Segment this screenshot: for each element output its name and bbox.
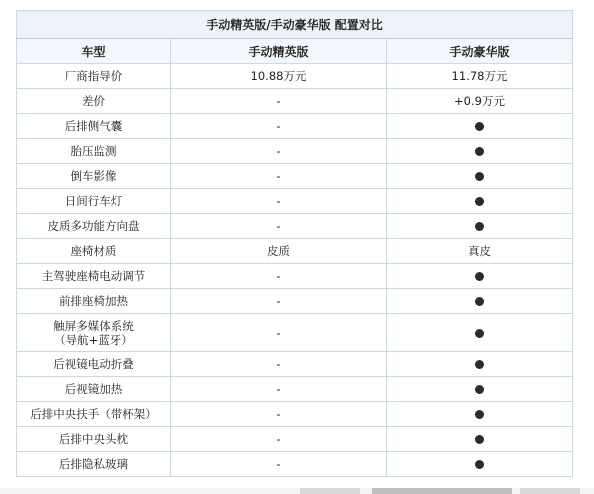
- table-row: [17, 214, 573, 239]
- elite-value-cell: -: [171, 352, 387, 377]
- luxury-value-cell: [387, 377, 573, 402]
- table-title: 手动精英版/手动豪华版 配置对比: [17, 11, 573, 39]
- elite-value-cell: 皮质: [171, 239, 387, 264]
- table-row: [17, 427, 573, 452]
- feature-cell: 倒车影像: [17, 164, 171, 189]
- elite-value-cell: -: [171, 89, 387, 114]
- elite-value-cell: -: [171, 402, 387, 427]
- luxury-value-cell: [387, 164, 573, 189]
- elite-value-cell: -: [171, 427, 387, 452]
- feature-cell: 日间行车灯: [17, 189, 171, 214]
- table-row: [17, 452, 573, 477]
- standard-equipment-dot-icon: [475, 222, 484, 231]
- luxury-value-cell: [387, 427, 573, 452]
- standard-equipment-dot-icon: [475, 147, 484, 156]
- elite-value-cell: -: [171, 314, 387, 352]
- header-luxury: 手动豪华版: [387, 39, 573, 64]
- header-elite: 手动精英版: [171, 39, 387, 64]
- luxury-value-cell: [387, 264, 573, 289]
- standard-equipment-dot-icon: [475, 197, 484, 206]
- elite-value-cell: -: [171, 139, 387, 164]
- feature-cell: 后排中央扶手（带杯架）: [17, 402, 171, 427]
- elite-value-cell: -: [171, 264, 387, 289]
- feature-cell: 后排隐私玻璃: [17, 452, 171, 477]
- luxury-value-cell: [387, 214, 573, 239]
- luxury-value-cell: [387, 289, 573, 314]
- feature-cell: 胎压监测: [17, 139, 171, 164]
- luxury-value-cell: 真皮: [387, 239, 573, 264]
- luxury-value-cell: [387, 114, 573, 139]
- standard-equipment-dot-icon: [475, 360, 484, 369]
- table-row: [17, 64, 573, 89]
- elite-value-cell: -: [171, 214, 387, 239]
- elite-value-cell: -: [171, 114, 387, 139]
- elite-value-cell: -: [171, 164, 387, 189]
- luxury-value-cell: [387, 352, 573, 377]
- standard-equipment-dot-icon: [475, 297, 484, 306]
- feature-cell: 差价: [17, 89, 171, 114]
- elite-value-cell: 10.88万元: [171, 64, 387, 89]
- feature-cell: 后视镜加热: [17, 377, 171, 402]
- feature-cell: 主驾驶座椅电动调节: [17, 264, 171, 289]
- elite-value-cell: -: [171, 289, 387, 314]
- luxury-value-cell: [387, 139, 573, 164]
- table-row: [17, 114, 573, 139]
- table-row: [17, 239, 573, 264]
- table-row: [17, 264, 573, 289]
- feature-cell: 前排座椅加热: [17, 289, 171, 314]
- table-row: [17, 402, 573, 427]
- elite-value-cell: -: [171, 452, 387, 477]
- standard-equipment-dot-icon: [475, 385, 484, 394]
- luxury-value-cell: +0.9万元: [387, 89, 573, 114]
- table-header-row: [17, 39, 573, 64]
- feature-cell: 后视镜电动折叠: [17, 352, 171, 377]
- table-row: [17, 164, 573, 189]
- table-row: [17, 314, 573, 352]
- feature-cell: 座椅材质: [17, 239, 171, 264]
- elite-value-cell: -: [171, 377, 387, 402]
- standard-equipment-dot-icon: [475, 122, 484, 131]
- elite-value-cell: -: [171, 189, 387, 214]
- luxury-value-cell: [387, 314, 573, 352]
- standard-equipment-dot-icon: [475, 172, 484, 181]
- luxury-value-cell: [387, 189, 573, 214]
- standard-equipment-dot-icon: [475, 460, 484, 469]
- feature-cell: 厂商指导价: [17, 64, 171, 89]
- feature-cell: 后排侧气囊: [17, 114, 171, 139]
- luxury-value-cell: [387, 402, 573, 427]
- config-comparison-table: [16, 10, 573, 477]
- standard-equipment-dot-icon: [475, 272, 484, 281]
- table-row: [17, 289, 573, 314]
- table-row: [17, 352, 573, 377]
- standard-equipment-dot-icon: [475, 435, 484, 444]
- table-row: [17, 139, 573, 164]
- feature-cell: 触屏多媒体系统 （导航+蓝牙）: [17, 314, 171, 352]
- header-model: 车型: [17, 39, 171, 64]
- table-row: [17, 189, 573, 214]
- luxury-value-cell: [387, 452, 573, 477]
- table-row: [17, 89, 573, 114]
- bottom-image-edge: [0, 488, 594, 494]
- table-title-row: [17, 11, 573, 39]
- table-body: [17, 64, 573, 477]
- table-row: [17, 377, 573, 402]
- standard-equipment-dot-icon: [475, 329, 484, 338]
- feature-cell: 皮质多功能方向盘: [17, 214, 171, 239]
- standard-equipment-dot-icon: [475, 410, 484, 419]
- feature-cell: 后排中央头枕: [17, 427, 171, 452]
- luxury-value-cell: 11.78万元: [387, 64, 573, 89]
